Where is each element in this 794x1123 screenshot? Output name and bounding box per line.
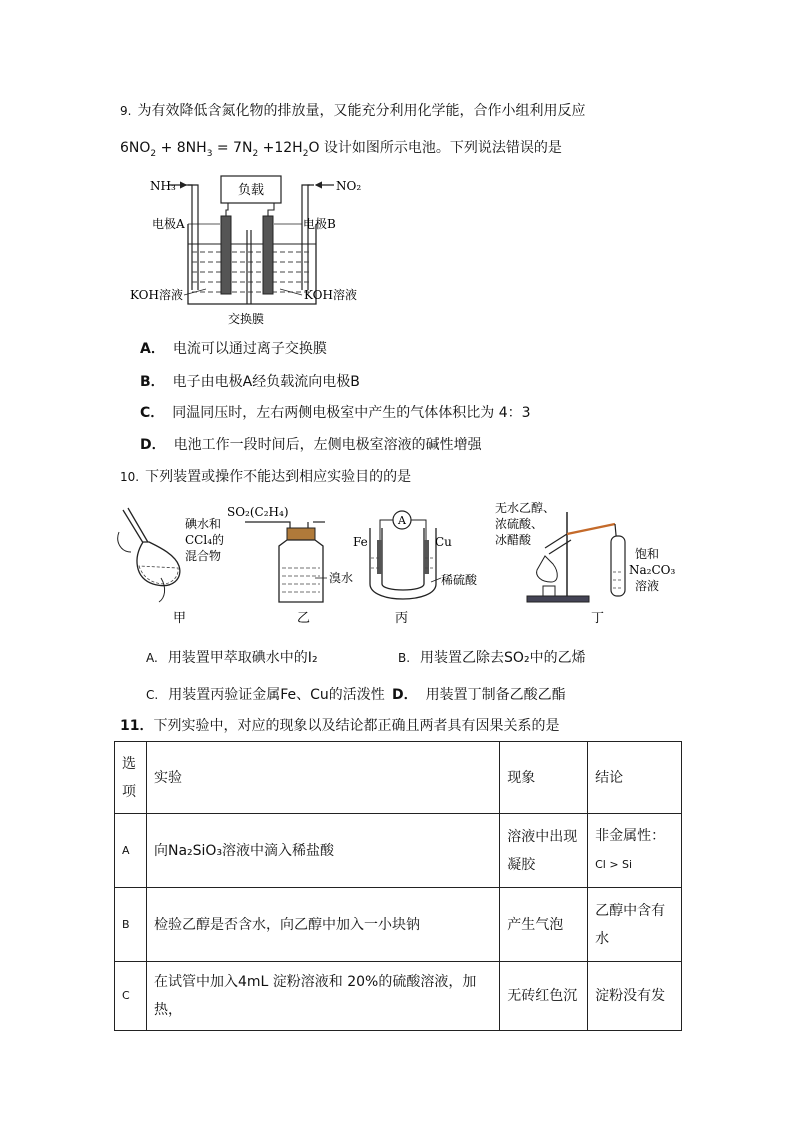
- conclusion-line2: Cl > Si: [595, 858, 633, 871]
- acid-label: 稀硫酸: [441, 573, 478, 587]
- electrode-a-label: 电极A: [152, 217, 185, 231]
- membrane-label: 交换膜: [228, 312, 265, 326]
- q9-option-b[interactable]: [140, 372, 360, 392]
- conclusion-line2: 水: [595, 930, 610, 947]
- row-phenomenon: [500, 888, 588, 962]
- electrode-a: [221, 216, 231, 294]
- row-option: C: [115, 962, 147, 1031]
- header-option-2: 项: [122, 783, 136, 800]
- option-letter: D．: [392, 687, 418, 703]
- q10-option-c[interactable]: [146, 685, 385, 705]
- row-conclusion: [588, 814, 682, 888]
- option-text: 用装置丁制备乙酸乙酯: [425, 687, 566, 703]
- q10-option-b[interactable]: [398, 648, 586, 668]
- q10-stem-text: 下列装置或操作不能达到相应实验目的的是: [145, 469, 412, 485]
- koh-right-label: KOH溶液: [304, 288, 357, 302]
- ding-caption: 丁: [591, 611, 605, 626]
- q10-apparatus-figure: [115, 498, 690, 630]
- q9-stem-line1: [120, 101, 585, 121]
- q10-number: 10.: [120, 470, 140, 484]
- yi-gas-label: SO₂(C₂H₄): [227, 505, 289, 519]
- option-text: 用装置丙验证金属Fe、Cu的活泼性: [168, 687, 385, 703]
- option-text: 用装置甲萃取碘水中的I₂: [167, 650, 318, 666]
- option-letter: A.: [146, 651, 158, 665]
- conclusion-line1: 非金属性：: [595, 828, 666, 844]
- row-experiment: 向Na₂SiO₃溶液中滴入稀盐酸: [146, 814, 499, 888]
- jia-label-2: CCl₄的: [185, 533, 225, 547]
- electrode-b-label: 电极B: [303, 217, 336, 231]
- header-phenomenon: 现象: [500, 742, 588, 814]
- stopper: [287, 528, 315, 540]
- apparatus-ding: [495, 500, 675, 626]
- electrode-b: [263, 216, 273, 294]
- q11-stem-text: 下列实验中，对应的现象以及结论都正确且两者具有因果关系的是: [153, 718, 560, 734]
- apparatus-yi: [227, 505, 353, 626]
- header-option: [115, 742, 147, 814]
- conclusion-line1: 乙醇中含有: [595, 902, 666, 919]
- eq-sub1: 2: [150, 148, 157, 159]
- eq-part4: +12H: [258, 140, 303, 156]
- row-conclusion: 淀粉没有发: [588, 962, 682, 1031]
- eq-part2: + 8NH: [156, 140, 207, 156]
- koh-left-label: KOH溶液: [130, 288, 183, 302]
- phenomenon-line1: 溶液中出现: [507, 828, 578, 845]
- eq-sub2: 3: [206, 148, 213, 159]
- row-experiment: 检验乙醇是否含水，向乙醇中加入一小块钠: [146, 888, 499, 962]
- q9-equation: [120, 140, 320, 159]
- table-header-row: [115, 742, 682, 814]
- header-experiment: 实验: [146, 742, 499, 814]
- eq-sub3: 2: [252, 148, 259, 159]
- q10-option-d[interactable]: [392, 685, 566, 705]
- option-letter: C.: [146, 688, 159, 702]
- header-conclusion: 结论: [588, 742, 682, 814]
- apparatus-bing: [353, 511, 478, 626]
- table-row: [115, 814, 682, 888]
- q9-battery-figure: [120, 170, 380, 330]
- q9-stem-suffix: 设计如图所示电池。下列说法错误的是: [319, 140, 562, 156]
- option-text: 电池工作一段时间后，左侧电极室溶液的碱性增强: [173, 437, 482, 453]
- q10-option-a[interactable]: [146, 648, 318, 668]
- q11-table: [114, 741, 682, 1031]
- nh3-label: NH₃: [150, 179, 176, 193]
- jia-label-3: 混合物: [185, 549, 222, 563]
- eq-sub4: 2: [302, 148, 309, 159]
- row-experiment: 在试管中加入4mL 淀粉溶液和 20%的硫酸溶液，加热，: [146, 962, 499, 1031]
- ding-label-2: 浓硫酸、: [495, 517, 544, 531]
- fe-label: Fe: [353, 535, 368, 549]
- ding-label-3: 冰醋酸: [495, 533, 532, 547]
- q9-option-a[interactable]: [140, 339, 327, 359]
- option-text: 用装置乙除去SO₂中的乙烯: [420, 650, 586, 666]
- q11-stem: [120, 716, 559, 736]
- no2-label: NO₂: [336, 179, 362, 193]
- row-option: A: [115, 814, 147, 888]
- receiving-tube: [611, 536, 625, 596]
- ding-sat-1: 饱和: [635, 547, 660, 561]
- q9-stem-text: 为有效降低含氮化物的排放量，又能充分利用化学能，合作小组利用反应: [137, 103, 586, 119]
- apparatus-jia: [118, 508, 224, 626]
- bing-caption: 丙: [395, 611, 409, 626]
- yi-caption: 乙: [297, 611, 311, 626]
- option-letter: C．: [140, 405, 165, 421]
- option-letter: B.: [398, 651, 411, 665]
- option-letter: A．: [140, 341, 165, 357]
- delivery-tube: [567, 524, 615, 534]
- phenomenon-line1: 产生气泡: [507, 916, 564, 933]
- eq-part5: O: [308, 140, 320, 156]
- q9-number: 9.: [120, 104, 132, 118]
- eq-part1: 6NO: [120, 140, 151, 156]
- table-row: [115, 962, 682, 1031]
- q9-option-c[interactable]: [140, 403, 531, 423]
- stand-base: [527, 596, 589, 602]
- q9-stem-line2: [120, 138, 562, 164]
- ammeter-label: A: [398, 514, 406, 527]
- jia-label-1: 碘水和: [185, 517, 222, 531]
- header-option-1: 选: [122, 755, 136, 772]
- nh3-pipe: [182, 185, 198, 290]
- option-letter: B．: [140, 374, 165, 390]
- jia-caption: 甲: [173, 611, 187, 626]
- ding-sat-3: 溶液: [635, 579, 660, 593]
- electrolyte: [188, 244, 316, 292]
- row-phenomenon: 无砖红色沉: [500, 962, 588, 1031]
- row-option: B: [115, 888, 147, 962]
- row-conclusion: [588, 888, 682, 962]
- q9-option-d[interactable]: [140, 435, 482, 455]
- q11-number: 11．: [120, 718, 154, 734]
- row-phenomenon: [500, 814, 588, 888]
- phenomenon-line2: 凝胶: [507, 856, 536, 873]
- eq-part3: = 7N: [212, 140, 253, 156]
- load-label: 负载: [237, 183, 265, 198]
- yi-water-label: 溴水: [329, 571, 354, 585]
- option-letter: D．: [140, 437, 166, 453]
- q10-stem: [120, 467, 411, 487]
- option-text: 同温同压时，左右两侧电极室中产生的气体体积比为 4：3: [172, 405, 531, 421]
- ding-sat-2: Na₂CO₃: [629, 563, 676, 577]
- cu-label: Cu: [435, 535, 452, 549]
- option-text: 电子由电极A经负载流向电极B: [172, 374, 360, 390]
- option-text: 电流可以通过离子交换膜: [172, 341, 327, 357]
- table-row: [115, 888, 682, 962]
- ding-label-1: 无水乙醇、: [495, 501, 556, 515]
